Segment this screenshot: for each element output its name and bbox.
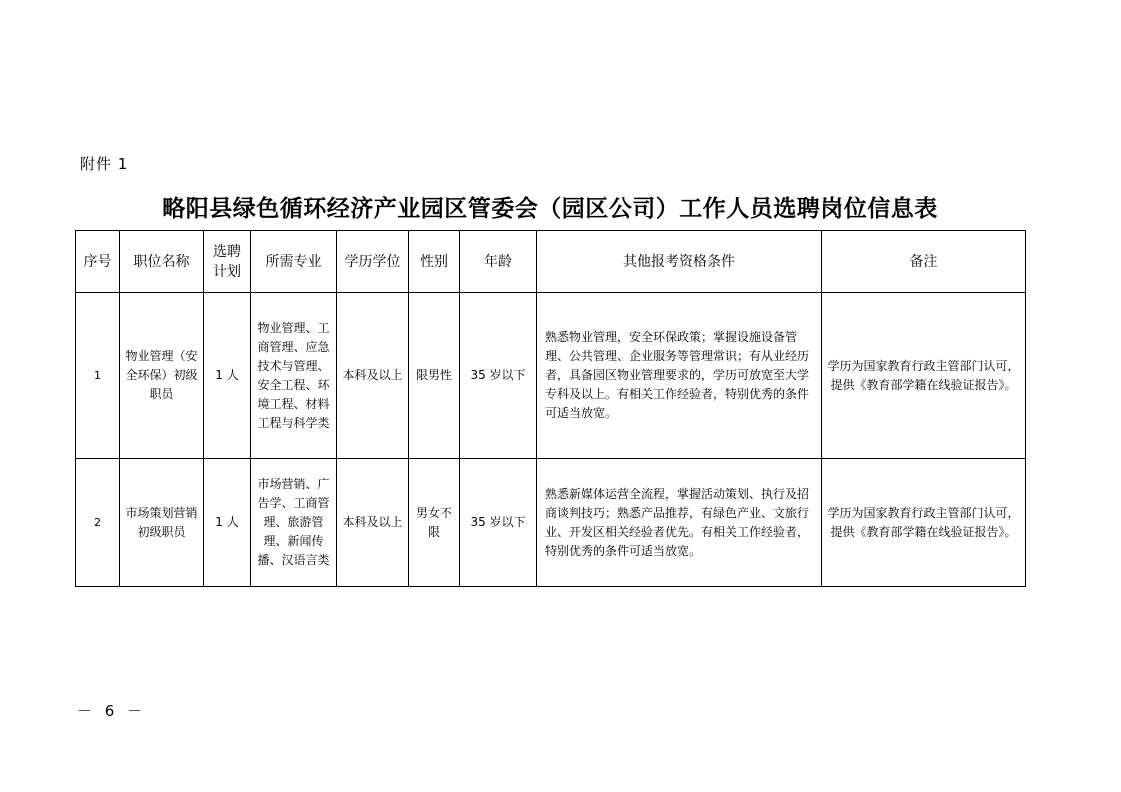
cell-conditions: 熟悉物业管理，安全环保政策；掌握设施设备管理、公共管理、企业服务等管理常识；有从业经历者，具备园区物业管理要求的，学历可放宽至大学专科及以上。有相关工作经验者，特别优秀的条件可适当放宽。	[537, 293, 822, 459]
cell-major: 市场营销、广告学、工商管理、旅游管理、新闻传播、汉语言类	[251, 459, 337, 587]
page-number: － 6 －	[77, 702, 147, 720]
header-position: 职位名称	[120, 231, 204, 293]
table-header-row	[76, 231, 1026, 293]
cell-gender: 限男性	[409, 293, 460, 459]
cell-no: 2	[76, 459, 120, 587]
table-row	[76, 293, 1026, 459]
cell-gender: 男女不限	[409, 459, 460, 587]
header-quota: 选聘计划	[204, 231, 251, 293]
header-major: 所需专业	[251, 231, 337, 293]
cell-remark: 学历为国家教育行政主管部门认可，提供《教育部学籍在线验证报告》。	[822, 293, 1026, 459]
cell-quota: 1 人	[204, 459, 251, 587]
cell-age: 35 岁以下	[460, 293, 537, 459]
header-no: 序号	[76, 231, 120, 293]
document-title: 略阳县绿色循环经济产业园区管委会（园区公司）工作人员选聘岗位信息表	[162, 195, 938, 222]
header-remark: 备注	[822, 231, 1026, 293]
cell-remark: 学历为国家教育行政主管部门认可，提供《教育部学籍在线验证报告》。	[822, 459, 1026, 587]
cell-conditions: 熟悉新媒体运营全流程，掌握活动策划、执行及招商谈判技巧；熟悉产品推荐，有绿色产业、文旅行业、开发区相关经验者优先。有相关工作经验者，特别优秀的条件可适当放宽。	[537, 459, 822, 587]
cell-position: 市场策划营销初级职员	[120, 459, 204, 587]
cell-major: 物业管理、工商管理、应急技术与管理、安全工程、环境工程、材料工程与科学类	[251, 293, 337, 459]
attachment-label: 附件 1	[80, 155, 129, 173]
header-age: 年龄	[460, 231, 537, 293]
cell-education: 本科及以上	[337, 293, 409, 459]
header-conditions: 其他报考资格条件	[537, 231, 822, 293]
cell-position: 物业管理（安全环保）初级职员	[120, 293, 204, 459]
header-education: 学历学位	[337, 231, 409, 293]
header-gender: 性别	[409, 231, 460, 293]
cell-no: 1	[76, 293, 120, 459]
cell-quota: 1 人	[204, 293, 251, 459]
cell-education: 本科及以上	[337, 459, 409, 587]
position-info-table	[75, 230, 1026, 587]
cell-age: 35 岁以下	[460, 459, 537, 587]
table-row	[76, 459, 1026, 587]
